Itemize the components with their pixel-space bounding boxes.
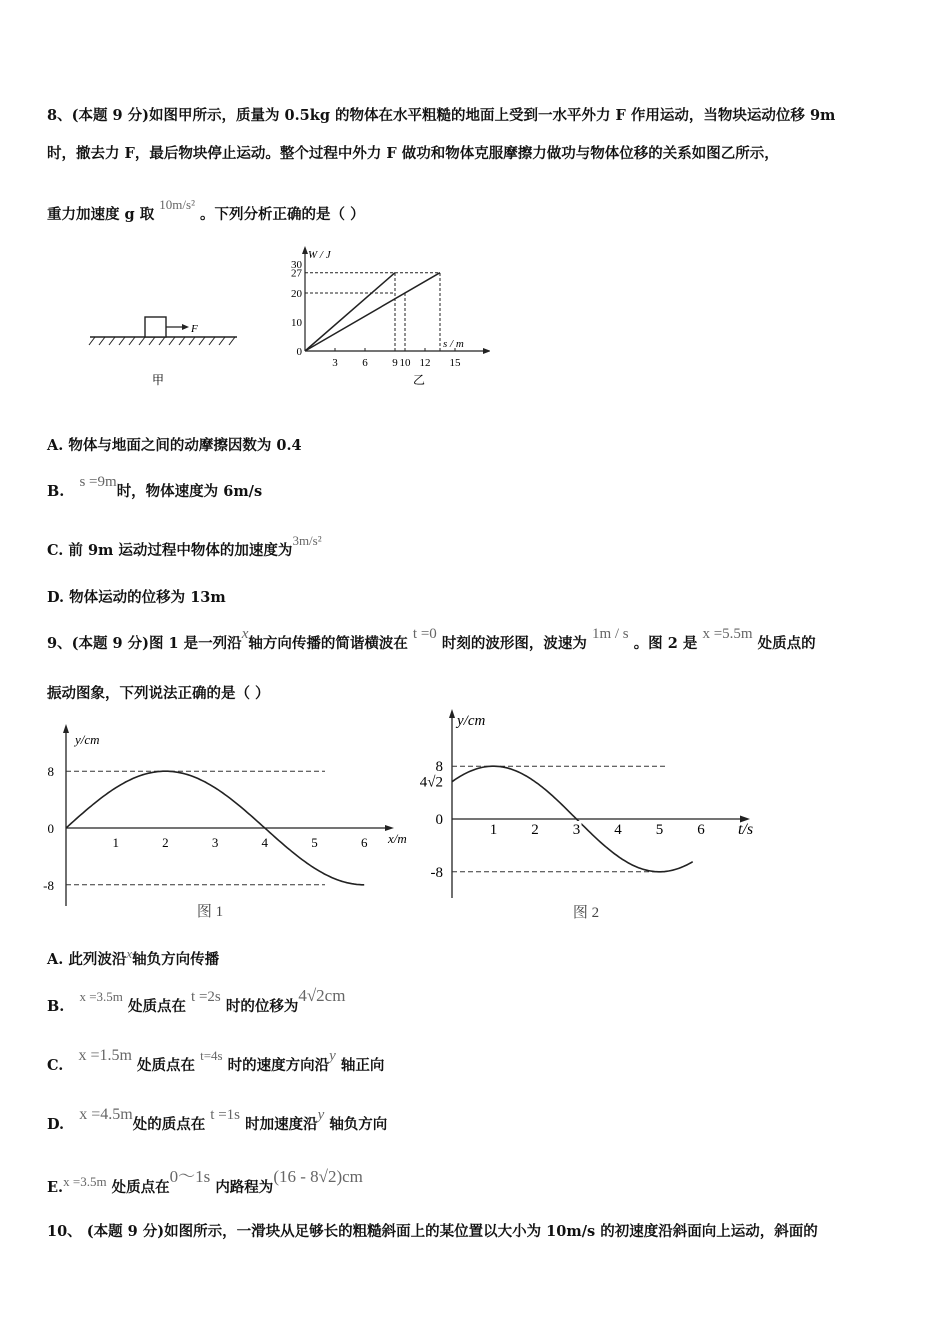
q9-option-c bbox=[47, 1047, 385, 1075]
q9-stem-text: 。图 2 是 bbox=[633, 635, 698, 652]
q8-stem-line-3 bbox=[47, 197, 365, 224]
q10-stem-line-1: 10、 (本题 9 分)如图所示，一滑块从足够长的粗糙斜面上的某位置以大小为 10m/s 的初速度沿斜面向上运动，斜面的 bbox=[47, 1223, 818, 1240]
option-math: 0～1s bbox=[169, 1167, 211, 1186]
q8-option-c bbox=[47, 533, 322, 560]
y-tick-label: -8 bbox=[43, 877, 54, 893]
q9-option-e bbox=[47, 1167, 363, 1197]
x-tick-label: 3 bbox=[211, 835, 219, 850]
x-tick-label: 4 bbox=[261, 835, 269, 850]
q9-figure-1-chart bbox=[40, 722, 420, 927]
x-tick-label: 3 bbox=[572, 822, 581, 838]
option-text: 轴正向 bbox=[340, 1057, 385, 1074]
option-text: 物体与地面之间的动摩擦因数为 0.4 bbox=[68, 437, 302, 454]
y-tick-label: 8 bbox=[47, 764, 54, 780]
option-text: 轴负方向 bbox=[329, 1116, 388, 1133]
q8-figure-yi-chart bbox=[275, 243, 490, 388]
figure-caption-yi: 乙 bbox=[412, 373, 426, 387]
x-axis-arrow bbox=[483, 348, 490, 354]
option-math: x =1.5m bbox=[78, 1047, 132, 1064]
y-axis-arrow bbox=[63, 724, 69, 733]
option-label: C. bbox=[47, 542, 64, 559]
series-line-force-work bbox=[305, 273, 395, 351]
option-label: D. bbox=[47, 589, 65, 606]
math-x-5-5: x =5.5m bbox=[702, 626, 753, 642]
option-text: 时，物体速度为 6m/s bbox=[116, 483, 263, 500]
ground-hatching bbox=[89, 337, 235, 345]
block bbox=[145, 317, 166, 337]
q9-stem-text: 9、(本题 9 分)图 1 是一列沿 bbox=[47, 635, 242, 652]
x-axis-label: x/m bbox=[388, 831, 407, 846]
x-tick-label: 3 bbox=[332, 357, 338, 369]
q9-stem-text: 轴方向传播的简谐横波在 bbox=[248, 635, 408, 652]
option-text: 轴负方向传播 bbox=[132, 951, 220, 968]
option-label: B. bbox=[47, 998, 65, 1015]
option-math: t=4s bbox=[200, 1048, 223, 1063]
q8-stem-line-1: 8、(本题 9 分)如图甲所示，质量为 0.5kg 的物体在水平粗糙的地面上受到一水平外力 F 作用运动，当物块运动位移 9m bbox=[47, 107, 836, 124]
q9-option-d bbox=[47, 1106, 388, 1134]
x-tick-label: 6 bbox=[362, 357, 368, 369]
y-tick-label: 0 bbox=[296, 346, 302, 358]
option-math: x bbox=[126, 946, 133, 961]
q8-figure-jia bbox=[85, 305, 245, 390]
option-text: 处的质点在 bbox=[132, 1116, 206, 1133]
y-tick-label: 0 bbox=[47, 821, 54, 836]
x-tick-label: 6 bbox=[697, 822, 705, 838]
option-math: t =1s bbox=[210, 1107, 241, 1123]
y-tick-label: 20 bbox=[291, 288, 302, 300]
option-math: y bbox=[329, 1048, 336, 1064]
q8-option-d bbox=[47, 586, 226, 607]
option-label: A. bbox=[47, 437, 64, 454]
option-text: 前 9m 运动过程中物体的加速度为 bbox=[68, 542, 293, 559]
x-axis-label: t/s bbox=[738, 821, 754, 838]
x-tick-label: 9 bbox=[392, 357, 398, 369]
x-axis-label: s / m bbox=[443, 338, 464, 350]
x-tick-label: 12 bbox=[419, 357, 431, 369]
option-text: 物体运动的位移为 13m bbox=[69, 589, 226, 606]
y-tick-label: 8 bbox=[435, 759, 443, 776]
figure-caption-1: 图 1 bbox=[196, 904, 224, 920]
option-text: 内路程为 bbox=[215, 1179, 274, 1196]
option-math: s =9m bbox=[79, 474, 117, 490]
option-math: (16 - 8√2)cm bbox=[273, 1167, 363, 1186]
q9-stem-line-2: 振动图象，下列说法正确的是（ ） bbox=[47, 685, 270, 702]
option-label: D. bbox=[47, 1116, 65, 1133]
x-tick-label: 2 bbox=[531, 822, 539, 838]
option-text: 处质点在 bbox=[137, 1057, 196, 1074]
x-tick-label: 5 bbox=[655, 822, 664, 838]
option-math: y bbox=[317, 1107, 325, 1123]
q8-stem-text-end: 。下列分析正确的是（ ） bbox=[200, 206, 365, 223]
x-tick-label: 1 bbox=[489, 822, 498, 838]
y-axis-label: y/cm bbox=[75, 732, 100, 747]
option-math: x =3.5m bbox=[63, 1174, 107, 1189]
x-tick-label: 10 bbox=[399, 357, 411, 369]
figure-caption-2: 图 2 bbox=[572, 905, 600, 921]
option-math: 4√2cm bbox=[298, 986, 346, 1005]
option-text: 时的位移为 bbox=[225, 998, 299, 1015]
y-tick-label: 4√2 bbox=[419, 774, 443, 791]
q8-option-b bbox=[47, 474, 263, 501]
option-text: 时加速度沿 bbox=[245, 1116, 318, 1133]
option-label: A. bbox=[47, 951, 64, 968]
q8-option-a bbox=[47, 434, 302, 455]
math-t0: t =0 bbox=[412, 626, 437, 642]
y-tick-label: 10 bbox=[291, 317, 302, 329]
x-tick-label: 4 bbox=[614, 822, 622, 838]
option-math: 3m/s² bbox=[292, 533, 322, 548]
option-label: C. bbox=[47, 1057, 64, 1074]
option-label: B. bbox=[47, 483, 65, 500]
y-tick-label: -8 bbox=[430, 864, 443, 881]
q8-stem-line-2: 时，撤去力 F，最后物块停止运动。整个过程中外力 F 做功和物体克服摩擦力做功与物体位移的关系如图乙所示， bbox=[47, 145, 779, 162]
option-math: x =3.5m bbox=[79, 989, 123, 1004]
x-tick-label: 5 bbox=[311, 835, 318, 850]
q9-figure-2-chart bbox=[410, 706, 770, 926]
q9-option-a bbox=[47, 948, 219, 969]
q9-option-b bbox=[47, 986, 346, 1016]
y-axis-arrow bbox=[449, 709, 455, 718]
option-text: 处质点在 bbox=[127, 998, 186, 1015]
option-math: t =2s bbox=[191, 989, 221, 1005]
x-tick-label: 6 bbox=[360, 835, 368, 850]
y-tick-label: 30 bbox=[291, 259, 302, 271]
math-wave-speed: 1m / s bbox=[591, 626, 629, 642]
q8-g-value: 10m/s² bbox=[159, 197, 195, 212]
y-axis-label: W / J bbox=[308, 249, 331, 261]
option-text: 此列波沿 bbox=[68, 951, 127, 968]
q8-stem-text: 重力加速度 g 取 bbox=[47, 206, 155, 223]
force-arrow-head bbox=[182, 324, 189, 330]
force-label: F bbox=[191, 323, 198, 335]
series-line-friction-work bbox=[305, 273, 440, 351]
math-x: x bbox=[241, 626, 249, 642]
figure-caption-jia: 甲 bbox=[151, 373, 165, 387]
y-axis-label: y/cm bbox=[457, 713, 486, 729]
x-tick-label: 15 bbox=[449, 357, 461, 369]
q9-stem-text: 处质点的 bbox=[757, 635, 816, 652]
y-tick-label: 27 bbox=[291, 267, 302, 280]
x-tick-label: 2 bbox=[162, 835, 169, 850]
option-label: E. bbox=[47, 1179, 64, 1196]
q9-stem-text: 时刻的波形图，波速为 bbox=[441, 635, 587, 652]
option-text: 时的速度方向沿 bbox=[227, 1057, 330, 1074]
option-math: x =4.5m bbox=[79, 1106, 133, 1123]
y-tick-label: 0 bbox=[435, 812, 443, 828]
q9-stem-line-1 bbox=[47, 626, 816, 653]
option-text: 处质点在 bbox=[111, 1179, 170, 1196]
x-tick-label: 1 bbox=[112, 835, 119, 850]
